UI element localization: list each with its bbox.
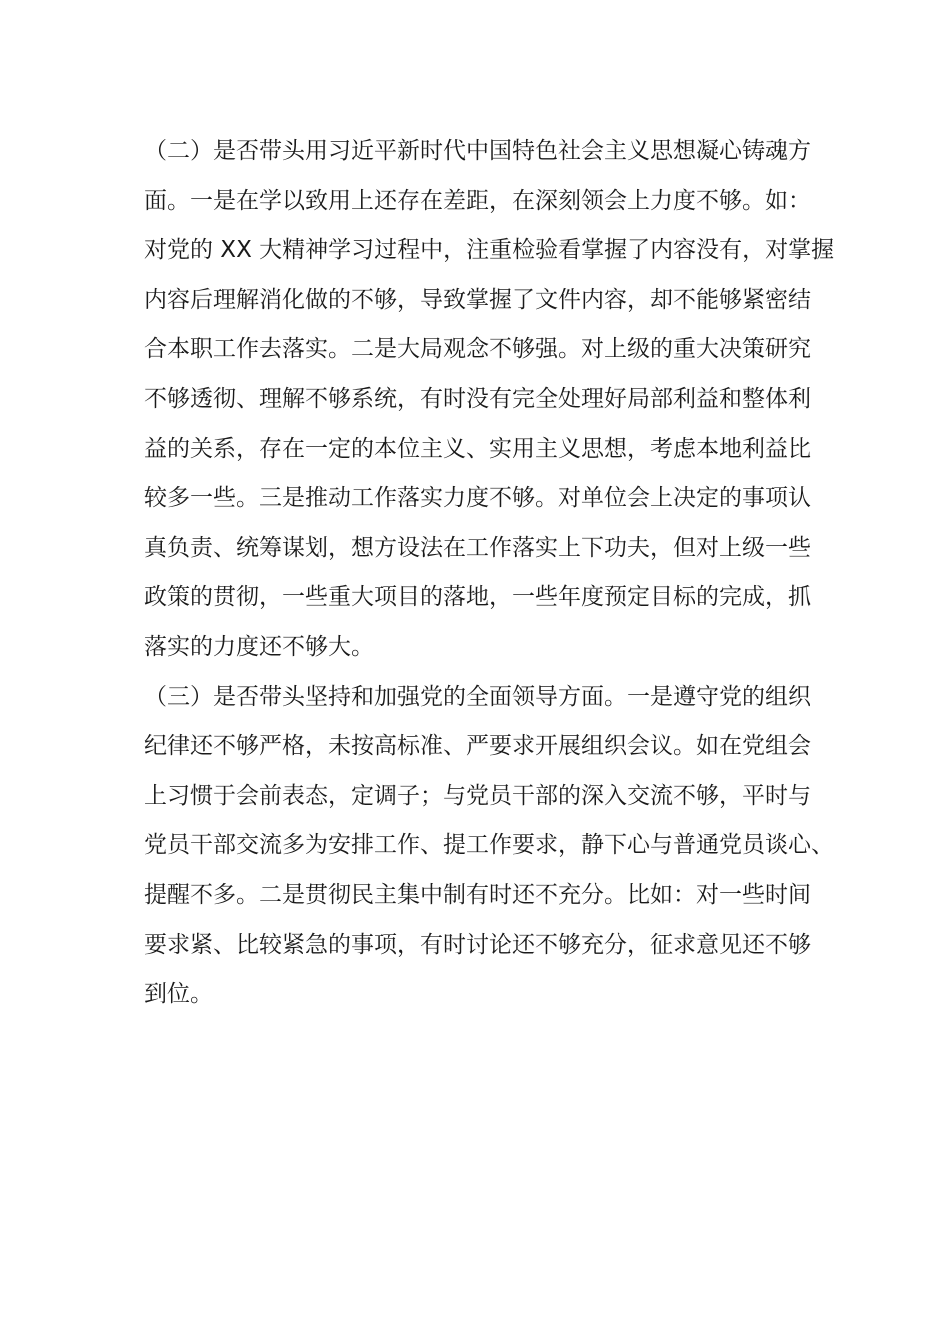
- text-line: 真负责、统筹谋划，想方设法在工作落实上下功夫，但对上级一些: [144, 534, 811, 561]
- text-line: 合本职工作去落实。二是大局观念不够强。对上级的重大决策研究: [144, 336, 811, 363]
- text-line: 提醒不多。二是贯彻民主集中制有时还不充分。比如：对一些时间: [144, 881, 811, 908]
- text-line: 上习惯于会前表态，定调子；与党员干部的深入交流不够，平时与: [144, 782, 811, 809]
- text-line: 落实的力度还不够大。: [144, 633, 374, 660]
- text-line: 要求紧、比较紧急的事项，有时讨论还不够充分，征求意见还不够: [144, 931, 811, 958]
- text-line: （三）是否带头坚持和加强党的全面领导方面。一是遵守党的组织: [144, 683, 811, 710]
- text-line: 党员干部交流多为安排工作、提工作要求，静下心与普通党员谈心、: [144, 832, 834, 859]
- text-line: 较多一些。三是推动工作落实力度不够。对单位会上决定的事项认: [144, 485, 811, 512]
- text-line: 益的关系，存在一定的本位主义、实用主义思想，考虑本地利益比: [144, 435, 811, 462]
- text-line: 对党的 XX 大精神学习过程中，注重检验看掌握了内容没有，对掌握: [144, 237, 835, 264]
- text-line: 不够透彻、理解不够系统，有时没有完全处理好局部利益和整体利: [144, 385, 811, 412]
- text-line: 内容后理解消化做的不够，导致掌握了文件内容，却不能够紧密结: [144, 286, 811, 313]
- text-line: 面。一是在学以致用上还存在差距，在深刻领会上力度不够。如：: [144, 187, 811, 214]
- text-line: 政策的贯彻，一些重大项目的落地，一些年度预定目标的完成，抓: [144, 584, 811, 611]
- document-body: [144, 127, 835, 1020]
- text-line: 纪律还不够严格，未按高标准、严要求开展组织会议。如在党组会: [144, 733, 811, 760]
- text-line: （二）是否带头用习近平新时代中国特色社会主义思想凝心铸魂方: [144, 138, 811, 164]
- text-line: 到位。: [144, 981, 213, 1008]
